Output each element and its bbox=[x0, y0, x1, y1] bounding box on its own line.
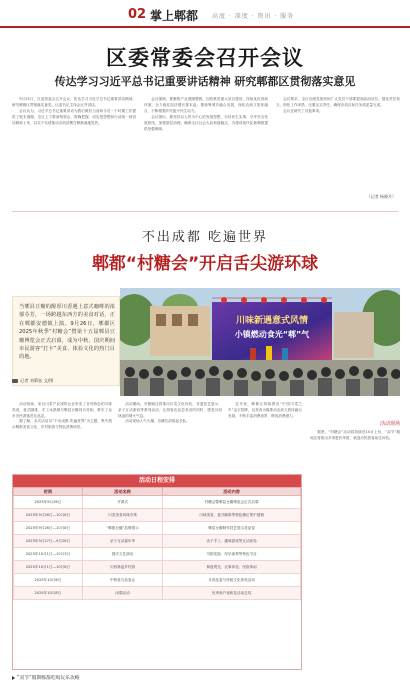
column-header: 活动内容 bbox=[163, 488, 301, 496]
event-photo bbox=[120, 288, 400, 396]
banner-line1: 川味新遇意式风情 bbox=[235, 316, 309, 326]
cell-date: 2025年9月27日—9月28日 bbox=[14, 535, 83, 548]
paragraph: 会议要求，全区各级党组织和广大党员干部要提高政治站位，强化责任担当，细化工作举措，压紧压实责任，确保各项目标任务高质量完成。 bbox=[276, 97, 400, 107]
article2-column bbox=[12, 402, 112, 468]
cell-event: 川菜美食风味市集 bbox=[82, 509, 162, 522]
article1-body bbox=[12, 96, 400, 200]
table-row bbox=[14, 509, 301, 522]
cell-event: 川西林盘乡村游 bbox=[82, 561, 162, 574]
cell-content: 优秀商户表彰及活动总结 bbox=[163, 587, 301, 600]
camera-icon bbox=[12, 379, 18, 383]
cell-date: 2025年9月26日—10月8日 bbox=[14, 522, 83, 535]
lead-text: 当郫县豆瓣的醇厚川香遇上意式咖啡的浓郁芬芳，一场跨越东西方的美食对话，正在郫都安德镇上演。9月26日，郫都区2025年秋季“村糖会”暨第十五届郫县豆瓣博览会正式启幕，成为中秋、国庆期间市民游客“打卡”美食、体验文化的热门目的地。 bbox=[19, 304, 115, 361]
article2-column bbox=[310, 430, 400, 668]
table-row bbox=[14, 548, 301, 561]
schedule-title: 活动日程安排 bbox=[13, 475, 301, 487]
cell-date: 2025年10月1日—10月8日 bbox=[14, 561, 83, 574]
article1-column bbox=[12, 96, 136, 200]
paragraph: 近年来，郫都区持续擦亮“中国川菜之乡”金字招牌，以美食为媒推动农商文旅体融合发展，不断丰富消费场景、释放消费潜力。 bbox=[228, 402, 302, 418]
paragraph: 会议强调，要聚焦产业建圈强链，加快推进重大项目建设，持续优化营商环境，全力稳住经济增长基本盘；要统筹城乡融合发展，深化农商文旅体融合，不断增强乡村振兴内生动力。 bbox=[144, 97, 268, 113]
table-header-row bbox=[14, 488, 301, 496]
table-row bbox=[14, 561, 301, 574]
footer-note bbox=[12, 674, 80, 681]
lead-box bbox=[12, 296, 120, 386]
table-row bbox=[14, 587, 301, 600]
article2-kicker: 不出成都 吃遍世界 bbox=[141, 230, 269, 245]
cell-date: 2025年10月6日 bbox=[14, 574, 83, 587]
cell-content: 川剧变脸、民乐演奏等特色节目 bbox=[163, 548, 301, 561]
column-header: 活动名称 bbox=[82, 488, 162, 496]
cell-content: 村糖会暨郫县豆瓣博览会正式启幕 bbox=[163, 496, 301, 509]
page-header bbox=[0, 6, 410, 28]
cell-event: 中秋赏月品鉴会 bbox=[82, 574, 162, 587]
page-number: 02 bbox=[128, 7, 147, 22]
cell-content: 亲子手工、趣味游戏等互动体验 bbox=[163, 535, 301, 548]
table-row bbox=[14, 522, 301, 535]
cell-content: 郫县豆瓣制作技艺展示及品鉴 bbox=[163, 522, 301, 535]
event-photo-illustration bbox=[120, 288, 400, 396]
article1-title: 区委常委会召开会议 bbox=[106, 46, 304, 70]
footer-note-text: “双节”假期郫都吃喝玩乐攻略 bbox=[17, 676, 80, 681]
paragraph: 活动期间，安德镇还将推出川菜文化体验、非遗技艺展示、亲子互动游戏等系列活动，让游客在品尝美食的同时，感受川西林盘的烟火气息。 bbox=[118, 402, 222, 418]
cell-event: 闭幕活动 bbox=[82, 587, 162, 600]
article2-column bbox=[118, 402, 222, 468]
paragraph: 据悉，“村糖会”活动将持续至10月上旬，“双节”期间还将推出多项惠民举措，欢迎市民游客前往体验。 bbox=[310, 430, 400, 440]
schedule-grid bbox=[13, 487, 301, 600]
paragraph: 会议认为，习近平总书记重要讲话为我们做好当前和今后一个时期工作提供了根本遵循，全区上下要深刻领会、准确把握，切实把思想和行动统一到讲话精神上来，以实干实绩推动各项部署在郫都落地见效。 bbox=[12, 109, 136, 125]
table-row bbox=[14, 535, 301, 548]
article1-byline: （记者 杨晓月） bbox=[366, 194, 396, 199]
cell-date: 2025年10月8日 bbox=[14, 587, 83, 600]
banner-line2: 小镇燃动食光“郫”气 bbox=[234, 330, 310, 339]
paragraph: 活动现场，来自川菜产业城的企业带来了各具特色的川味美食，意式咖啡、手工冰淇淋与郫县豆瓣同台亮相，吸引了众多市民游客驻足品尝。 bbox=[12, 402, 112, 418]
cell-event: “郫都豆瓣”品牌展示 bbox=[82, 522, 162, 535]
cell-date: 2025年10月1日—10月3日 bbox=[14, 548, 83, 561]
article2-column bbox=[228, 402, 302, 468]
table-row bbox=[14, 574, 301, 587]
cell-event: 国庆文艺演出 bbox=[82, 548, 162, 561]
paragraph: 据了解，本次活动以“不出成都 吃遍世界”为主题，集中展示郫都美食文化、乡村旅游与特色消费场景。 bbox=[12, 419, 112, 430]
paragraph: 会议指出，要坚持以人民为中心的发展思想，办好民生实事，守牢安全发展底线，加强基层治理，确保全区社会大局和谐稳定，为建设现代化新郫都提供坚强保障。 bbox=[144, 115, 268, 131]
photo-credit bbox=[12, 378, 53, 384]
cell-date: 2025年9月26日 bbox=[14, 496, 83, 509]
section-divider bbox=[12, 211, 398, 212]
cell-content: 林盘观光、农事体验、民宿休闲 bbox=[163, 561, 301, 574]
header-tags: 高度 · 深度 · 资讯 · 服务 bbox=[212, 13, 295, 20]
section-name: 掌上郫都 bbox=[150, 9, 199, 23]
article1-subtitle: 传达学习习近平总书记重要讲话精神 研究郫都区贯彻落实意见 bbox=[54, 75, 356, 88]
pointer-triangle-icon bbox=[12, 676, 15, 680]
column-header: 时间 bbox=[14, 488, 83, 496]
photo-credit-text: 记者 刘莉钰 文/图 bbox=[20, 378, 54, 383]
paragraph: 9月25日，区委常委会召开会议，传达学习习近平总书记重要讲话精神，研究郫都区贯彻落实意见。区委书记主持会议并讲话。 bbox=[12, 97, 136, 107]
table-row bbox=[14, 496, 301, 509]
photo-label: 活动现场 bbox=[379, 421, 400, 427]
paragraph: 活动现场人气火爆，各摊位前排起长队。 bbox=[125, 419, 190, 424]
article1-column bbox=[144, 96, 268, 200]
cell-date: 2025年9月26日—10月8日 bbox=[14, 509, 83, 522]
paragraph: 会议还研究了其他事项。 bbox=[283, 109, 323, 113]
article2-title: 郫都“村糖会”开启舌尖游环球 bbox=[91, 254, 319, 274]
schedule-table bbox=[12, 474, 302, 670]
cell-event: 亲子互动嘉年华 bbox=[82, 535, 162, 548]
cell-content: 川味美食、意式咖啡等特色摊位集中展销 bbox=[163, 509, 301, 522]
cell-event: 开幕式 bbox=[82, 496, 162, 509]
article1-column bbox=[276, 96, 400, 200]
cell-content: 月饼品鉴与传统文化体验活动 bbox=[163, 574, 301, 587]
